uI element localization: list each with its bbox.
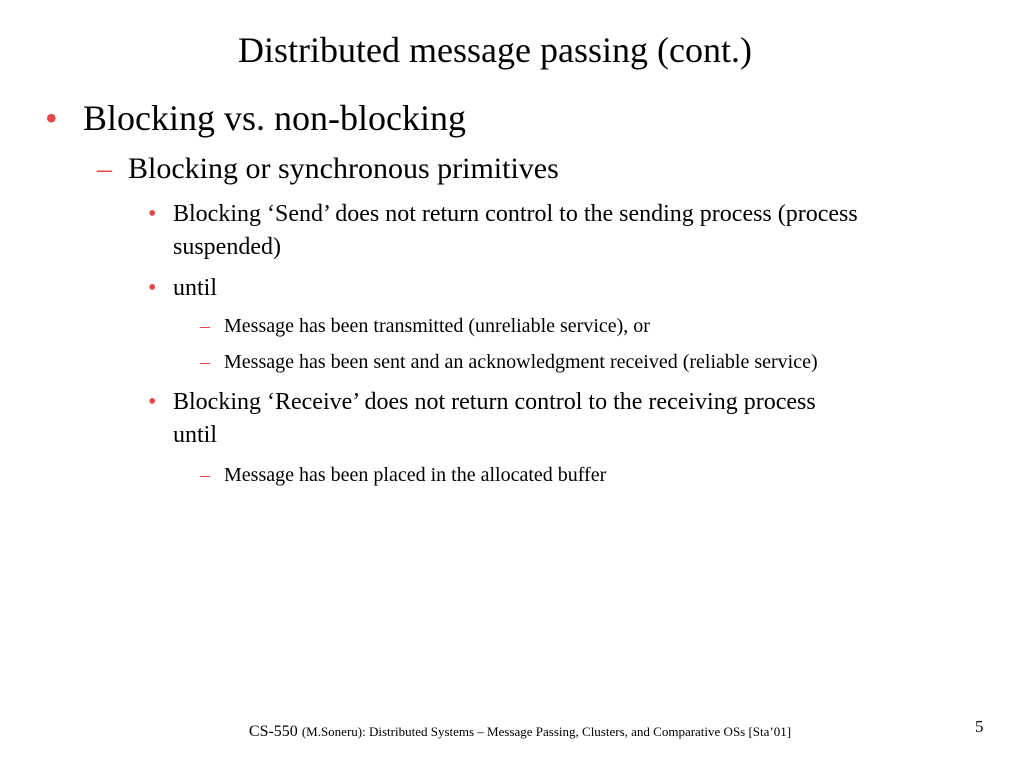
slide-footer — [0, 723, 1024, 741]
bullet-dash-icon: – — [200, 351, 210, 373]
bullet-acknowledged: Message has been sent and an acknowledgment received (reliable service) — [224, 351, 818, 373]
bullet-synchronous-primitives: Blocking or synchronous primitives — [128, 152, 559, 185]
bullet-transmitted: Message has been transmitted (unreliable service), or — [224, 315, 650, 337]
footer-course: CS-550 — [248, 723, 298, 740]
bullet-placed: Message has been placed in the allocated buffer — [224, 464, 607, 486]
bullet-dash-icon: – — [200, 464, 210, 486]
bullet-dash-icon: – — [97, 152, 112, 185]
footer-description: (M.Soneru): Distributed Systems – Message Passing, Clusters, and Comparative OSs [Sta’01] — [301, 724, 792, 739]
bullet-send-line1: Blocking ‘Send’ does not return control to the sending process (process — [173, 201, 858, 227]
bullet-blocking-vs-non-blocking: Blocking vs. non-blocking — [83, 98, 466, 138]
bullet-send-line2: suspended) — [173, 234, 281, 260]
bullet-dot-icon: • — [148, 201, 157, 227]
bullet-dash-icon: – — [200, 315, 210, 337]
bullet-receive-line1: Blocking ‘Receive’ does not return control to the receiving process — [173, 389, 816, 415]
bullet-dot-icon: • — [45, 98, 58, 138]
bullet-until: until — [173, 275, 218, 301]
slide-title: Distributed message passing (cont.) — [238, 30, 752, 70]
bullet-dot-icon: • — [148, 275, 157, 301]
bullet-dot-icon: • — [148, 389, 157, 415]
bullet-receive-line2: until — [173, 422, 218, 448]
page-number: 5 — [975, 717, 984, 736]
